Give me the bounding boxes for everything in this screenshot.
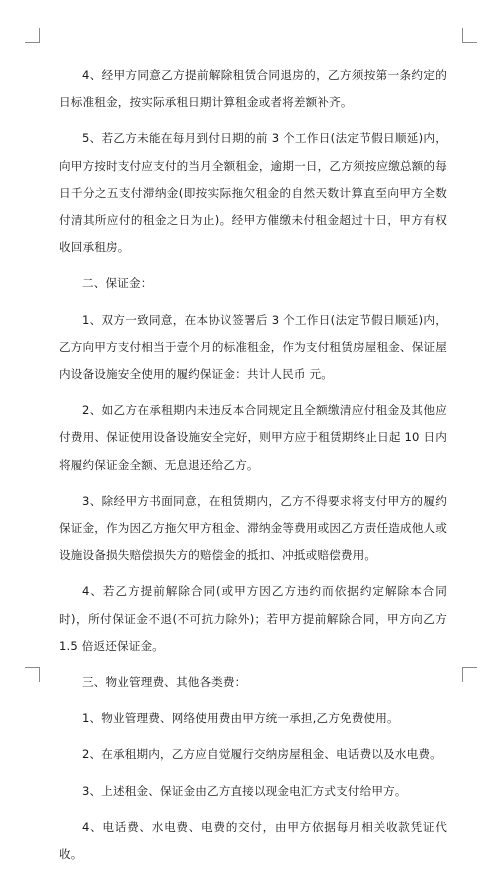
paragraph-deposit-refund: 2、如乙方在承租期内未违反本合同规定且全额缴清应付租金及其他应付费用、保证使用设备设施安全完好，则甲方应于租赁期终止日起 10 日内将履约保证金全额、无息退还给乙方。 <box>59 403 447 472</box>
crop-mark-bottom-left <box>25 667 40 682</box>
crop-mark-bottom-right <box>462 667 477 682</box>
paragraph-deposit-forfeit: 4、若乙方提前解除合同(或甲方因乙方违约而依据约定解除本合同时)，所付保证金不退(不可抗力除外)；若甲方提前解除合同，甲方向乙方 1.5 倍返还保证金。 <box>59 584 447 653</box>
document-body <box>59 62 447 877</box>
paragraph-deposit-offset: 3、除经甲方书面同意，在租赁期内，乙方不得要求将支付甲方的履约保证金，作为因乙方拖欠甲方租金、滞纳金等费用或因乙方责任造成他人或设施设备损失赔偿损失方的赔偿金的抵扣、冲抵或赔偿费用。 <box>59 493 447 563</box>
paragraph-management-fee: 1、物业管理费、网络使用费由甲方统一承担,乙方免费使用。 <box>82 711 399 726</box>
paragraph-fee-collection: 4、电话费、水电费、电费的交付，由甲方依据每月相关收款凭证代收。 <box>59 819 447 862</box>
paragraph-payment-method: 3、上述租金、保证金由乙方直接以现金电汇方式支付给甲方。 <box>82 783 407 798</box>
section-heading-deposit: 二、保证金： <box>82 276 153 291</box>
paragraph-late-payment: 5、若乙方未能在每月到付日期的前 3 个工作日(法定节假日顺延)内，向甲方按时支付应支付的当月全额租金，逾期一日，乙方须按应缴总额的每日千分之五支付滞纳金(即按实际拖欠租金的自然天数计算直至向甲方全数付清其所应付的租金之日为止)。经甲方催缴未付租金超过十日，甲方有权收回承租房。 <box>59 131 447 255</box>
crop-mark-top-right <box>462 28 477 43</box>
paragraph-utility-payment: 2、在承租期内，乙方应自觉履行交纳房屋租金、电话费以及水电费。 <box>82 747 442 762</box>
crop-mark-top-left <box>25 28 40 43</box>
paragraph-early-termination: 4、经甲方同意乙方提前解除租赁合同退房的，乙方须按第一条约定的日标准租金，按实际承租日期计算租金或者将差额补齐。 <box>59 68 447 110</box>
paragraph-deposit-payment: 1、双方一致同意，在本协议签署后 3 个工作日(法定节假日顺延)内，乙方向甲方支付相当于壹个月的标准租金，作为支付租赁房屋租金、保证屋内设备设施安全使用的履约保证金：共计人民币 元。 <box>59 312 447 382</box>
section-heading-fees: 三、物业管理费、其他各类费： <box>82 675 247 690</box>
